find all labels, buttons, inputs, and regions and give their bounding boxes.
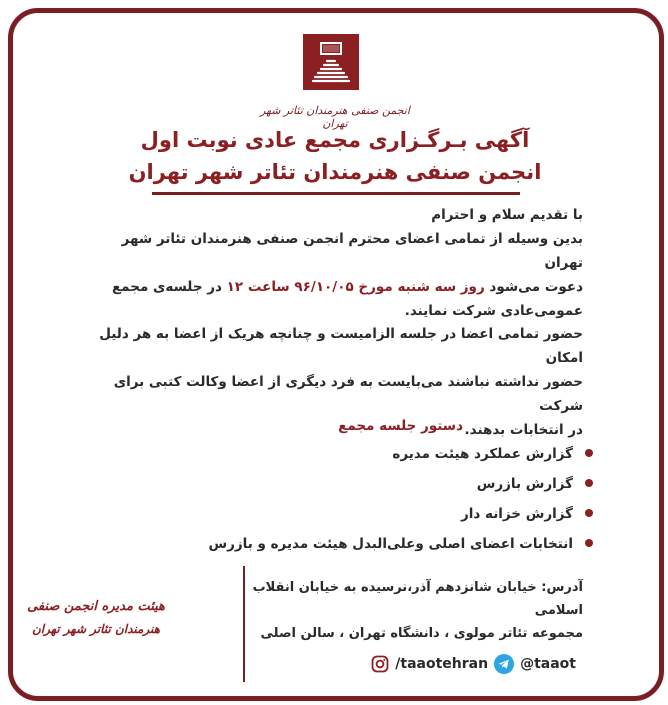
instagram-handle[interactable]: /taaotehran	[395, 656, 489, 672]
address-block	[203, 576, 583, 645]
telegram-icon[interactable]	[494, 654, 514, 674]
signature-line: هنرمندان تئاتر شهر تهران	[31, 622, 161, 636]
address-line: آدرس: خیابان شانزدهم آذر،نرسیده به خیابان انقلاب اسلامی	[252, 580, 583, 618]
telegram-handle[interactable]: @taaot	[520, 656, 576, 672]
signature-line: هیئت مدیره انجمن صنفی	[27, 599, 165, 614]
instagram-icon[interactable]	[371, 655, 389, 673]
address-line: مجموعه تئاتر مولوی ، دانشگاه تهران ، سالن اصلی	[260, 626, 583, 641]
agenda-item	[173, 533, 593, 563]
date-line-end: در جلسه‌ی مجمع	[111, 279, 227, 295]
social-links	[371, 652, 576, 676]
org-script-label: انجمن صنفی هنرمندان تئاتر شهر تهران	[260, 104, 410, 130]
bullet-icon	[585, 509, 593, 517]
agenda-list	[173, 443, 593, 563]
announcement-title: آگهی بـرگـزاری مجمع عادی نوبت اول	[140, 128, 530, 152]
agenda-item	[173, 473, 593, 503]
invitation-paragraph	[83, 203, 583, 323]
bullet-icon	[585, 539, 593, 547]
greeting-line: با تقدیم سلام و احترام	[431, 207, 583, 223]
attendance-line: عمومی‌عادی شرکت نمایند.	[404, 303, 583, 319]
meeting-date: روز سه شنبه مورخ ۹۶/۱۰/۰۵ ساعت ۱۲	[226, 279, 485, 295]
signature-block	[26, 596, 166, 640]
attendance-paragraph	[83, 322, 583, 442]
theatre-logo-icon	[303, 34, 359, 90]
date-line-start: دعوت می‌شود	[484, 279, 583, 295]
title-underline	[152, 192, 520, 195]
paragraph-line: حضور نداشته نباشند می‌بایست به فرد دیگری از اعضا وکالت کتبی برای شرکت	[113, 374, 583, 414]
agenda-item	[173, 443, 593, 473]
agenda-item	[173, 503, 593, 533]
agenda-item-label: گزارش خزانه دار	[460, 506, 573, 522]
date-line	[83, 275, 583, 299]
agenda-item-label: گزارش عملکرد هیئت مدیره	[392, 446, 573, 462]
invitation-line: بدین وسیله از تمامی اعضای محترم انجمن صنفی هنرمندان تئاتر شهر تهران	[121, 231, 583, 271]
agenda-item-label: گزارش بازرس	[476, 476, 573, 492]
agenda-item-label: انتخابات اعضای اصلی وعلی‌البدل هیئت مدیره و بازرس	[208, 536, 573, 552]
paragraph-line: در انتخابات بدهند.	[464, 422, 583, 438]
agenda-title: دستور جلسه مجمع	[338, 418, 463, 434]
bullet-icon	[585, 479, 593, 487]
logo-graphic	[303, 34, 359, 90]
organization-title: انجمن صنفی هنرمندان تئاتر شهر تهران	[128, 160, 542, 184]
paragraph-line: حضور تمامی اعضا در جلسه الزامیست و چنانچه هریک از اعضا به هر دلیل امکان	[99, 326, 583, 366]
bullet-icon	[585, 449, 593, 457]
